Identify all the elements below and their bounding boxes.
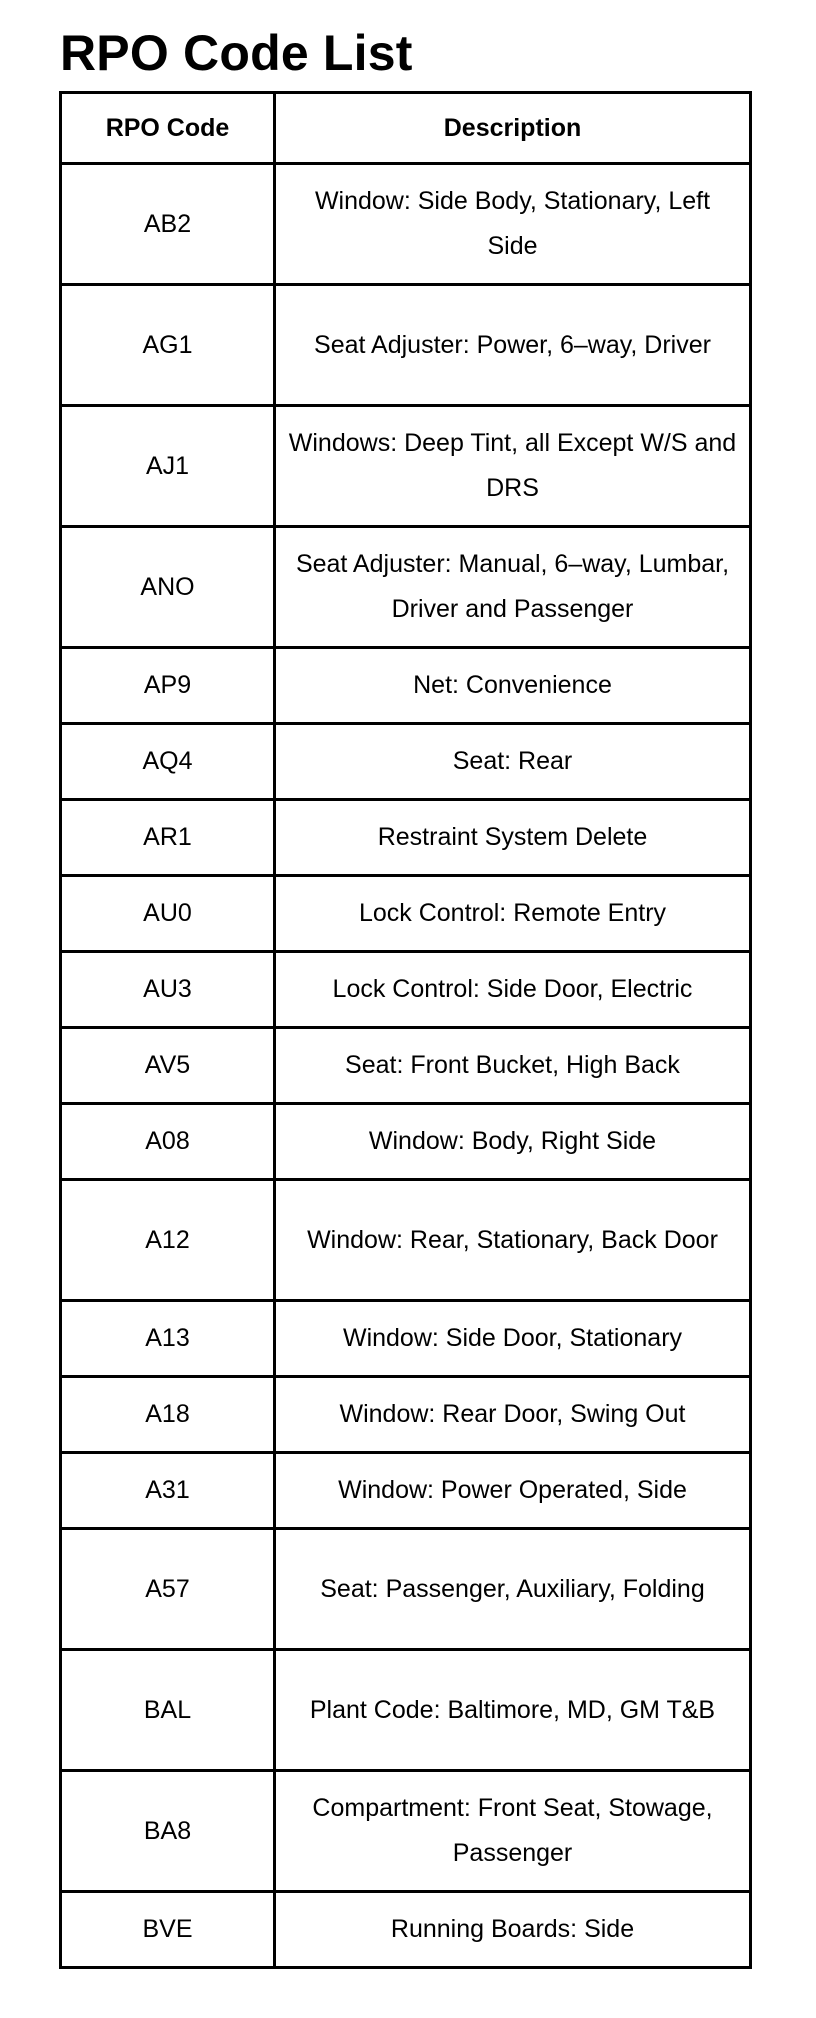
table-header-row [61,93,751,164]
rpo-code-cell: BVE [61,1892,275,1968]
description-cell: Plant Code: Baltimore, MD, GM T&B [275,1650,751,1771]
rpo-code-cell: AV5 [61,1028,275,1104]
table-row [61,1771,751,1892]
table-row [61,1301,751,1377]
description-cell: Seat: Passenger, Auxiliary, Folding [275,1529,751,1650]
description-cell: Net: Convenience [275,648,751,724]
rpo-code-cell: A12 [61,1180,275,1301]
table-row [61,285,751,406]
column-header-description: Description [275,93,751,164]
table-row [61,1104,751,1180]
description-cell: Running Boards: Side [275,1892,751,1968]
table-row [61,1529,751,1650]
rpo-code-cell: AR1 [61,800,275,876]
rpo-code-cell: A13 [61,1301,275,1377]
table-row [61,952,751,1028]
rpo-code-cell: AJ1 [61,406,275,527]
description-cell: Seat Adjuster: Manual, 6–way, Lumbar, Driver and Passenger [275,527,751,648]
table-row [61,1650,751,1771]
description-cell: Seat Adjuster: Power, 6–way, Driver [275,285,751,406]
table-row [61,1028,751,1104]
table-row [61,527,751,648]
table-row [61,1453,751,1529]
table-body [61,164,751,1968]
rpo-code-cell: ANO [61,527,275,648]
table-row [61,876,751,952]
rpo-code-cell: AQ4 [61,724,275,800]
description-cell: Windows: Deep Tint, all Except W/S and DRS [275,406,751,527]
description-cell: Window: Side Body, Stationary, Left Side [275,164,751,285]
rpo-code-cell: BA8 [61,1771,275,1892]
description-cell: Seat: Rear [275,724,751,800]
description-cell: Restraint System Delete [275,800,751,876]
rpo-code-cell: AP9 [61,648,275,724]
page-title: RPO Code List [60,25,413,81]
table-row [61,724,751,800]
table-row [61,1180,751,1301]
table-row [61,1377,751,1453]
table-row [61,164,751,285]
rpo-code-cell: AU3 [61,952,275,1028]
table-row [61,648,751,724]
table-row [61,800,751,876]
description-cell: Window: Rear, Stationary, Back Door [275,1180,751,1301]
description-cell: Seat: Front Bucket, High Back [275,1028,751,1104]
rpo-code-cell: AU0 [61,876,275,952]
rpo-code-cell: AB2 [61,164,275,285]
table-row [61,1892,751,1968]
description-cell: Window: Rear Door, Swing Out [275,1377,751,1453]
rpo-code-cell: AG1 [61,285,275,406]
description-cell: Lock Control: Remote Entry [275,876,751,952]
description-cell: Window: Body, Right Side [275,1104,751,1180]
rpo-code-cell: A08 [61,1104,275,1180]
rpo-code-cell: BAL [61,1650,275,1771]
rpo-code-cell: A57 [61,1529,275,1650]
rpo-code-cell: A31 [61,1453,275,1529]
description-cell: Window: Power Operated, Side [275,1453,751,1529]
rpo-code-cell: A18 [61,1377,275,1453]
description-cell: Window: Side Door, Stationary [275,1301,751,1377]
rpo-code-table [59,91,752,1969]
description-cell: Compartment: Front Seat, Stowage, Passenger [275,1771,751,1892]
table-row [61,406,751,527]
column-header-rpo-code: RPO Code [61,93,275,164]
description-cell: Lock Control: Side Door, Electric [275,952,751,1028]
